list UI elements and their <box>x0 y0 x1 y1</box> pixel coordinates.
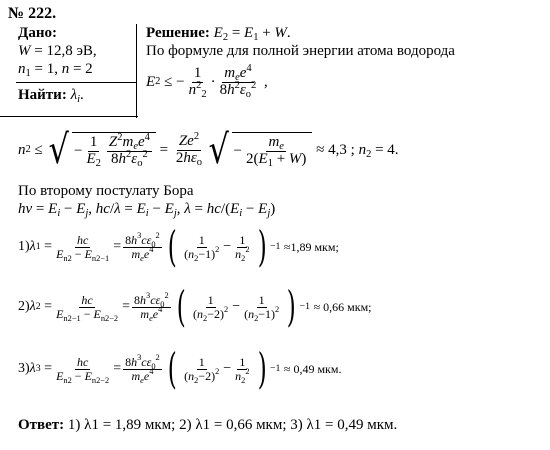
lambda2-result: ≈ 0,66 мкм; <box>313 300 372 314</box>
lambda3-result: ≈ 0,49 мкм. <box>283 362 342 376</box>
solution-first-line: Решение: $E_2 = E_1 + W$. <box>146 25 291 43</box>
lambda2-formula: 2) λ 2 = $\frac{hc}{E_{n2-1} - E_{n2-2}}$ = $\frac{8h^3c\varepsilon_0^2}{m_ee^4}$ ( $\frac{1}{(n_2-2)^2}$ − $\frac{1}{(n_2-1)^2}$ ) −1 ≈ 0,66 мкм; <box>18 282 372 331</box>
energy-formula: E 2 ≤ − $\frac{1}{n^2_2}$ · $\frac{m_ee^4}{8h^2\varepsilon_o^2}$ , <box>146 63 268 100</box>
n2-formula: n 2 ≤ √ − $\frac{1}{E_2}$ $\frac{Z^2m_ee^4}{8h^2\varepsilon_o^2}$ = $\frac{Ze^2}{2h\varepsilon_o}$ √ − $\frac{m_e}{2(E_1 + W)}$ ≈ 4,3 ; $n_2 = 4$. <box>18 127 399 173</box>
given-n: $n_1 = 1$, n = 2 <box>18 61 93 79</box>
given-divider <box>16 82 136 83</box>
answer-text: 1) λ1 = 1,89 мкм; 2) λ1 = 0,66 мкм; 3) λ1 = 0,49 мкм. <box>67 417 398 433</box>
given-vertical-rule <box>136 24 137 118</box>
problem-number: № 222. <box>8 5 57 22</box>
answer-line <box>18 418 397 433</box>
given-bottom-rule <box>0 116 138 117</box>
n2-result: ≈ 4,3 ; $n_2 = 4$. <box>316 141 399 160</box>
given-header: Дано: <box>18 25 57 41</box>
given-w: W = 12,8 эВ, <box>18 43 97 59</box>
bohr-equations: $h\nu = E_i - E_j$, $hc/\lambda = E_i - E_j$, $\lambda = hc/(E_i - E_j)$ <box>18 201 276 219</box>
find-line: Найти: $\lambda_i$. <box>18 87 84 105</box>
lambda3-formula: 3) λ 3 = $\frac{hc}{E_{n2} - E_{n2-2}}$ = $\frac{8h^3c\varepsilon_0^2}{m_ee^4}$ ( $\frac{1}{(n_2-2)^2}$ − $\frac{1}{n_2^2}$ ) −1 ≈ 0,49 мкм. <box>18 344 342 393</box>
postulate-text: По второму постулату Бора <box>18 183 194 199</box>
lambda1-result: ≈1,89 мкм; <box>283 240 339 254</box>
formula-intro: По формуле для полной энергии атома водорода <box>146 43 455 59</box>
answer-label: Ответ: <box>18 417 65 433</box>
lambda1-formula: 1) λ 1 = $\frac{hc}{E_{n2} - E_{n2-1}}$ = $\frac{8h^3c\varepsilon_0^2}{m_ee^4}$ ( $\frac{1}{(n_2-1)^2}$ − $\frac{1}{n_2^2}$ ) −1 ≈1,89 мкм; <box>18 222 339 271</box>
